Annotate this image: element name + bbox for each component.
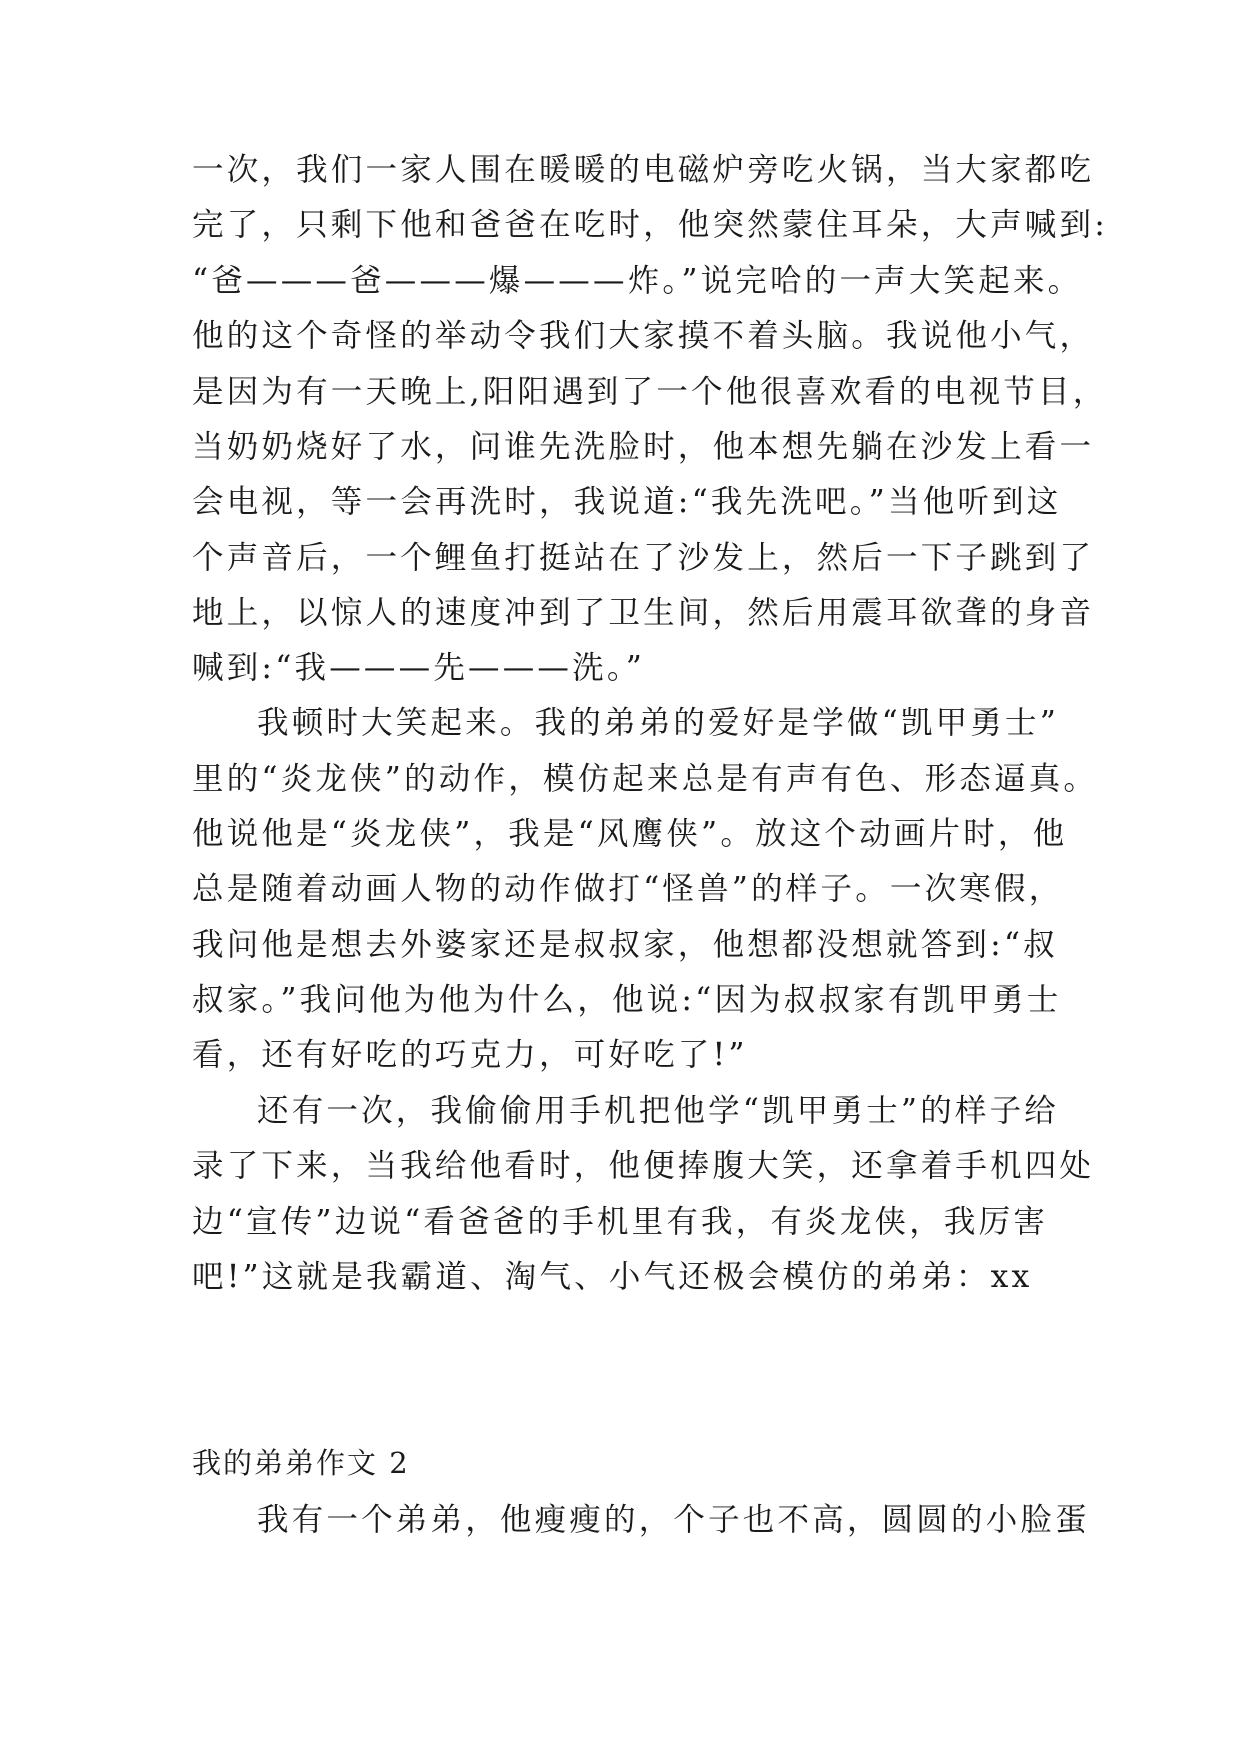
text-line: 他的这个奇怪的举动令我们大家摸不着头脑。我说他小气， (192, 318, 1095, 354)
text-line: 地上，以惊人的速度冲到了卫生间，然后用震耳欲聋的身音 (192, 595, 1095, 631)
text-line: 当奶奶烧好了水，问谁先洗脸时，他本想先躺在沙发上看一 (192, 429, 1095, 465)
text-line: 他说他是“炎龙侠”，我是“风鹰侠”。放这个动画片时，他 (192, 816, 1068, 852)
text-line: 是因为有一天晚上,阳阳遇到了一个他很喜欢看的电视节目， (192, 374, 1108, 410)
text-line: 我有一个弟弟，他瘦瘦的，个子也不高，圆圆的小脸蛋 (257, 1502, 1090, 1538)
text-line: 完了，只剩下他和爸爸在吃时，他突然蒙住耳朵，大声喊到: (192, 207, 1109, 243)
text-line: “爸———爸———爆———炸。”说完哈的一声大笑起来。 (192, 263, 1083, 299)
text-line: 还有一次，我偷偷用手机把他学“凯甲勇士”的样子给 (257, 1093, 1060, 1129)
text-line: 看，还有好吃的巧克力，可好吃了!” (192, 1037, 748, 1073)
text-line: 边“宣传”边说“看爸爸的手机里有我，有炎龙侠，我厉害 (192, 1204, 1049, 1240)
text-line: 我问他是想去外婆家还是叔叔家，他想都没想就答到:“叔 (192, 927, 1058, 963)
text-line: 里的“炎龙侠”的动作，模仿起来总是有声有色、形态逼真。 (192, 761, 1099, 797)
text-line: 会电视，等一会再洗时，我说道:“我先洗吧。”当他听到这 (192, 484, 1062, 520)
text-line: 个声音后，一个鲤鱼打挺站在了沙发上，然后一下子跳到了 (192, 540, 1095, 576)
text-line: 我顿时大笑起来。我的弟弟的爱好是学做“凯甲勇士” (257, 705, 1060, 741)
text-line: 一次，我们一家人围在暖暖的电磁炉旁吃火锅，当大家都吃 (192, 152, 1095, 188)
text-line: 喊到:“我———先———洗。” (192, 650, 646, 686)
text-line: 录了下来，当我给他看时，他便捧腹大笑，还拿着手机四处 (192, 1148, 1095, 1184)
text-line: 总是随着动画人物的动作做打“怪兽”的样子。一次寒假， (192, 871, 1064, 907)
text-line: 吧!”这就是我霸道、淘气、小气还极会模仿的弟弟：xx (192, 1259, 1033, 1295)
text-line: 叔家。”我问他为他为什么，他说:“因为叔叔家有凯甲勇士 (192, 982, 1062, 1018)
section-heading: 我的弟弟作文 2 (192, 1446, 410, 1480)
